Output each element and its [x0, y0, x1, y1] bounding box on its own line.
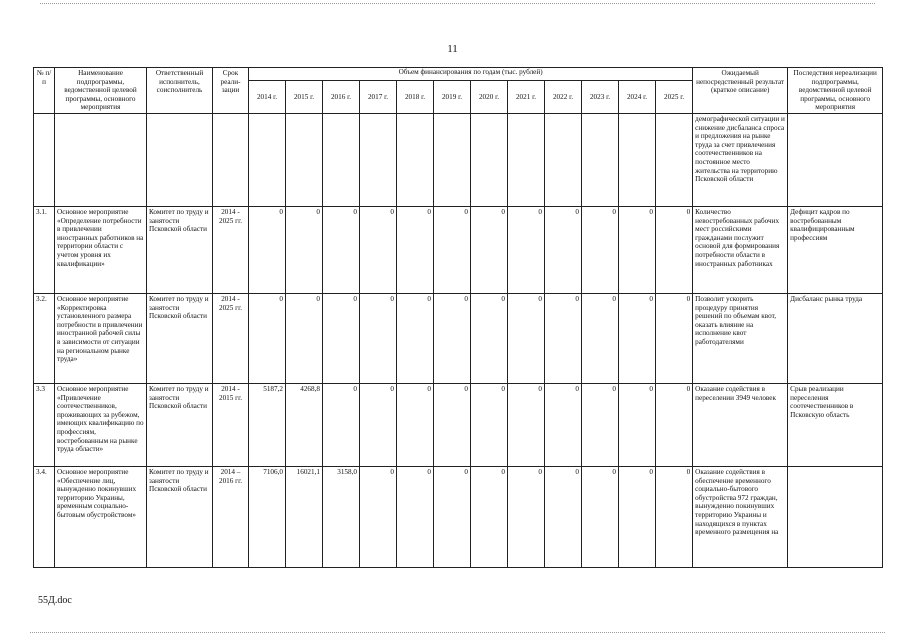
table-row	[34, 206, 883, 293]
funding-value: 0	[545, 383, 582, 466]
funding-value: 0	[323, 206, 360, 293]
header-responsible: Ответственный исполнитель, соисполнитель	[147, 68, 213, 114]
funding-value: 0	[360, 206, 397, 293]
header-term: Срок реали-зации	[213, 68, 249, 114]
measure-name: Основное мероприятие «Привлечение соотечественников, проживающих за рубежом, имеющих квалификацию по профессиям, востребованным на рынке труда области»	[55, 383, 147, 466]
responsible-executor: Комитет по труду и занятости Псковской области	[147, 206, 213, 293]
table-cell	[147, 113, 213, 206]
funding-value: 0	[656, 383, 693, 466]
implementation-term: 2014 - 2025 гг.	[213, 206, 249, 293]
funding-value: 0	[471, 466, 508, 567]
header-year: 2014 г.	[249, 80, 286, 113]
funding-value: 0	[323, 383, 360, 466]
funding-value: 0	[249, 206, 286, 293]
funding-value: 0	[545, 293, 582, 383]
scan-artifact-top	[40, 3, 875, 5]
table-cell	[249, 113, 286, 206]
table-cell	[582, 113, 619, 206]
table-cell	[788, 113, 883, 206]
row-number: 3.4.	[34, 466, 55, 567]
header-year: 2018 г.	[397, 80, 434, 113]
measure-name: Основное мероприятие «Корректировка установленного размера потребности в привлечении иностранной рабочей силы в зависимости от ситуации на региональном рынке труда»	[55, 293, 147, 383]
funding-value: 0	[397, 466, 434, 567]
header-year: 2016 г.	[323, 80, 360, 113]
header-year: 2021 г.	[508, 80, 545, 113]
result-cell: демографической ситуации и снижение дисбаланса спроса и предложения на рынке труда за счет привлечения соотечественников на постоянное место жительства на территорию Псковской области	[693, 113, 788, 206]
funding-value: 0	[545, 206, 582, 293]
expected-result: Позволит ускорить процедуру принятия решений по объемам квот, оказать влияние на исполнение квот работодателями	[693, 293, 788, 383]
table-row	[34, 293, 883, 383]
table-row	[34, 466, 883, 567]
table-row-continuation	[34, 113, 883, 206]
table-row	[34, 383, 883, 466]
funding-value: 0	[434, 383, 471, 466]
funding-value: 0	[656, 293, 693, 383]
funding-value: 0	[471, 293, 508, 383]
row-number: 3.2.	[34, 293, 55, 383]
implementation-term: 2014 - 2025 гг.	[213, 293, 249, 383]
header-consequences: Последствия нереализации подпрограммы, ведомственной целевой программы, основного мероприятия	[788, 68, 883, 114]
funding-value: 0	[397, 206, 434, 293]
scan-artifact-bottom	[30, 632, 885, 634]
funding-value: 0	[471, 383, 508, 466]
row-number: 3.3	[34, 383, 55, 466]
measure-name: Основное мероприятие «Определение потребности в привлечении иностранных работников на территории области с учетом уровня их квалификации»	[55, 206, 147, 293]
funding-value: 0	[508, 383, 545, 466]
funding-value: 0	[360, 466, 397, 567]
header-year: 2022 г.	[545, 80, 582, 113]
funding-value: 0	[397, 293, 434, 383]
funding-value: 5187,2	[249, 383, 286, 466]
responsible-executor: Комитет по труду и занятости Псковской области	[147, 466, 213, 567]
funding-value: 0	[545, 466, 582, 567]
funding-value: 0	[656, 466, 693, 567]
responsible-executor: Комитет по труду и занятости Псковской области	[147, 293, 213, 383]
funding-value: 4268,8	[286, 383, 323, 466]
funding-value: 0	[656, 206, 693, 293]
table-cell	[213, 113, 249, 206]
expected-result: Оказание содействия в переселении 3949 человек	[693, 383, 788, 466]
funding-value: 0	[619, 293, 656, 383]
table-cell	[471, 113, 508, 206]
funding-value: 0	[471, 206, 508, 293]
table-cell	[508, 113, 545, 206]
funding-value: 0	[434, 293, 471, 383]
header-result: Ожидаемый непосредственный результат (краткое описание)	[693, 68, 788, 114]
row-number: 3.1.	[34, 206, 55, 293]
funding-value: 0	[397, 383, 434, 466]
non-implementation-consequences: Дисбаланс рынка труда	[788, 293, 883, 383]
header-num: № п/п	[34, 68, 55, 114]
funding-value: 16021,1	[286, 466, 323, 567]
header-funding: Объем финансирования по годам (тыс. рублей)	[249, 68, 693, 81]
table-cell	[360, 113, 397, 206]
header-row	[34, 68, 883, 81]
header-year: 2015 г.	[286, 80, 323, 113]
table-cell	[323, 113, 360, 206]
funding-value: 0	[360, 293, 397, 383]
funding-value: 0	[434, 466, 471, 567]
implementation-term: 2014 - 2015 гг.	[213, 383, 249, 466]
header-name: Наименование подпрограммы, ведомственной целевой программы, основного мероприятия	[55, 68, 147, 114]
funding-value: 0	[323, 293, 360, 383]
funding-value: 3158,0	[323, 466, 360, 567]
funding-value: 0	[619, 466, 656, 567]
funding-value: 0	[619, 383, 656, 466]
expected-result: Количество невостребованных рабочих мест российскими гражданами послужит основой для формирования потребности области в иностранных работниках	[693, 206, 788, 293]
responsible-executor: Комитет по труду и занятости Псковской области	[147, 383, 213, 466]
funding-value: 7106,0	[249, 466, 286, 567]
funding-value: 0	[360, 383, 397, 466]
non-implementation-consequences: Срыв реализации переселения соотечественников в Псковскую область	[788, 383, 883, 466]
header-year: 2020 г.	[471, 80, 508, 113]
funding-value: 0	[619, 206, 656, 293]
table-cell	[286, 113, 323, 206]
funding-value: 0	[434, 206, 471, 293]
funding-value: 0	[582, 466, 619, 567]
funding-value: 0	[508, 466, 545, 567]
funding-value: 0	[508, 293, 545, 383]
funding-value: 0	[508, 206, 545, 293]
implementation-term: 2014 – 2016 гг.	[213, 466, 249, 567]
non-implementation-consequences: Дефицит кадров по востребованным квалифицированным профессиям	[788, 206, 883, 293]
header-year: 2025 г.	[656, 80, 693, 113]
header-year: 2024 г.	[619, 80, 656, 113]
table-cell	[397, 113, 434, 206]
non-implementation-consequences	[788, 466, 883, 567]
expected-result	[693, 466, 788, 567]
header-year: 2017 г.	[360, 80, 397, 113]
funding-value: 0	[286, 206, 323, 293]
funding-value: 0	[249, 293, 286, 383]
funding-value: 0	[582, 206, 619, 293]
measure-name: Основное мероприятие «Обеспечение лиц, вынужденно покинувших территорию Украины, временным социально-бытовым обустройством»	[55, 466, 147, 567]
header-year: 2019 г.	[434, 80, 471, 113]
header-year: 2023 г.	[582, 80, 619, 113]
table-cell	[434, 113, 471, 206]
table-cell	[656, 113, 693, 206]
table-cell	[545, 113, 582, 206]
page-number: 11	[447, 43, 458, 55]
expected-result-text: Оказание содействия в обеспечение временного социально-бытового обустройства 972 граждан, вынужденно покинувших территорию Украины и находящихся в пунктах временного размещения на	[695, 467, 779, 537]
table-cell	[619, 113, 656, 206]
table-cell	[34, 113, 55, 206]
table-cell	[55, 113, 147, 206]
program-table	[33, 67, 883, 568]
funding-value: 0	[286, 293, 323, 383]
document-filename: 55Д.doc	[38, 595, 72, 606]
funding-value: 0	[582, 383, 619, 466]
funding-value: 0	[582, 293, 619, 383]
